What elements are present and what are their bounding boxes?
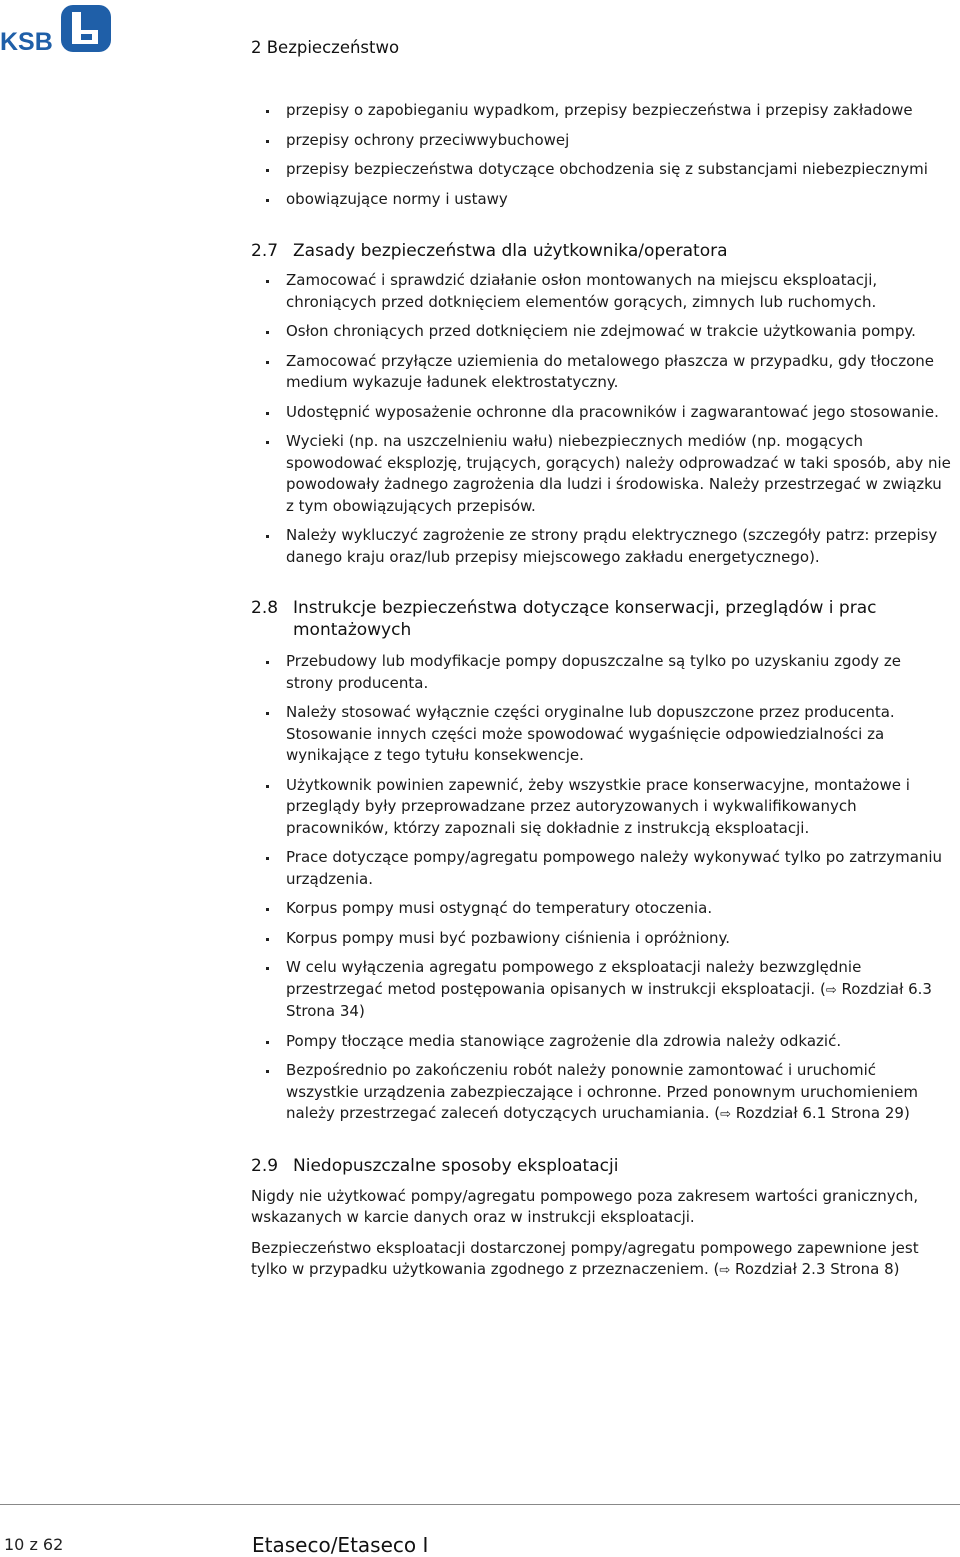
product-name: Etaseco/Etaseco I	[252, 1533, 429, 1557]
page-number: 10 z 62	[4, 1535, 64, 1554]
cross-reference-link[interactable]: Rozdział 6.3 Strona 34)	[286, 979, 932, 1020]
section-2-9-heading	[251, 1155, 951, 1177]
section-2-7-list	[251, 270, 951, 568]
arrow-right-icon: ⇨	[825, 982, 837, 998]
list-item: Korpus pompy musi być pozbawiony ciśnienia i opróżniony.	[251, 928, 951, 950]
list-item: Pompy tłoczące media stanowiące zagrożenie dla zdrowia należy odkazić.	[251, 1031, 951, 1053]
arrow-right-icon: ⇨	[720, 1107, 731, 1122]
section-2-8-heading	[251, 597, 951, 641]
paragraph: Bezpieczeństwo eksploatacji dostarczonej pompy/agregatu pompowego zapewnione jest tylko w przypadku użytkowania zgodnego z przeznaczeniem. (⇨ Rozdział 2.3 Strona 8)	[251, 1238, 919, 1278]
list-item: obowiązujące normy i ustawy	[251, 189, 951, 211]
regulations-list	[251, 100, 951, 210]
chapter-title: 2 Bezpieczeństwo	[251, 38, 400, 57]
cross-reference-link[interactable]: Rozdział 6.1 Strona 29)	[735, 1104, 910, 1122]
list-item: Zamocować i sprawdzić działanie osłon montowanych na miejscu eksploatacji, chroniących przed dotknięciem elementów gorących, zimnych lub ruchomych.	[251, 270, 951, 313]
list-item: Przebudowy lub modyfikacje pompy dopuszczalne są tylko po uzyskaniu zgody ze strony producenta.	[251, 651, 951, 694]
list-item: Udostępnić wyposażenie ochronne dla pracowników i zagwarantować jego stosowanie.	[251, 402, 951, 424]
list-item: Należy stosować wyłącznie części oryginalne lub dopuszczone przez producenta. Stosowanie innych części może spowodować wygaśnięcie odpowiedzialności za wynikające z tego tytułu konsekwencje.	[251, 702, 951, 767]
section-number: 2.9	[251, 1155, 279, 1176]
section-number: 2.7	[251, 241, 279, 261]
section-number: 2.8	[251, 598, 279, 618]
list-item: Użytkownik powinien zapewnić, żeby wszystkie prace konserwacyjne, montażowe i przeglądy były przeprowadzane przez autoryzowanych i wykwalifikowanych pracowników, którzy zapoznali się dokładnie z instrukcją eksploatacji.	[251, 775, 951, 840]
section-title: Zasady bezpieczeństwa dla użytkownika/operatora	[293, 241, 728, 261]
arrow-right-icon: ⇨	[719, 1263, 731, 1278]
section-2-7-heading	[251, 240, 951, 262]
footer-divider	[0, 1504, 960, 1505]
list-item: W celu wyłączenia agregatu pompowego z eksploatacji należy bezwzględnie przestrzegać metod postępowania opisanych w instrukcji eksploatacji. (⇨ Rozdział 6.3 Strona 34)	[251, 957, 951, 1023]
list-item: Wycieki (np. na uszczelnieniu wału) niebezpiecznych mediów (np. mogących spowodować eksplozję, trujących, gorących) należy odprowadzać w taki sposób, aby nie powodowały żadnego zagrożenia dla ludzi i środowiska. Należy przestrzegać w związku z tym obowiązujących przepisów.	[251, 431, 951, 517]
list-item: Należy wykluczyć zagrożenie ze strony prądu elektrycznego (szczegóły patrz: przepisy danego kraju oraz/lub przepisy miejscowego zakładu energetycznego).	[251, 525, 951, 568]
cross-reference-link[interactable]: Rozdział 2.3 Strona 8)	[735, 1260, 900, 1278]
paragraph: Nigdy nie użytkować pompy/agregatu pompowego poza zakresem wartości granicznych, wskazanych w karcie danych oraz w instrukcji eksploatacji.	[251, 1186, 919, 1226]
list-item: Korpus pompy musi ostygnąć do temperatury otoczenia.	[251, 898, 951, 920]
section-2-8-list	[251, 651, 951, 1126]
ksb-logo-text: KSB	[0, 28, 53, 54]
list-item: przepisy bezpieczeństwa dotyczące obchodzenia się z substancjami niebezpiecznymi	[251, 159, 951, 181]
list-item: przepisy o zapobieganiu wypadkom, przepisy bezpieczeństwa i przepisy zakładowe	[251, 100, 951, 122]
list-item: Osłon chroniących przed dotknięciem nie zdejmować w trakcie użytkowania pompy.	[251, 321, 951, 343]
section-title: Instrukcje bezpieczeństwa dotyczące konserwacji, przeglądów i prac montażowych	[293, 598, 877, 640]
list-item: Prace dotyczące pompy/agregatu pompowego należy wykonywać tylko po zatrzymaniu urządzenia.	[251, 847, 951, 890]
section-title: Niedopuszczalne sposoby eksploatacji	[293, 1155, 619, 1176]
page-content	[251, 100, 951, 1291]
ksb-logo	[0, 4, 116, 54]
list-item: Bezpośrednio po zakończeniu robót należy ponownie zamontować i uruchomić wszystkie urządzenia zabezpieczające i ochronne. Przed ponownym uruchomieniem należy przestrzegać zaleceń dotyczących uruchamiania. (⇨ Rozdział 6.1 Strona 29)	[251, 1060, 951, 1126]
list-item: przepisy ochrony przeciwwybuchowej	[251, 130, 951, 152]
list-item: Zamocować przyłącze uziemienia do metalowego płaszcza w przypadku, gdy tłoczone medium wykazuje ładunek elektrostatyczny.	[251, 351, 951, 394]
